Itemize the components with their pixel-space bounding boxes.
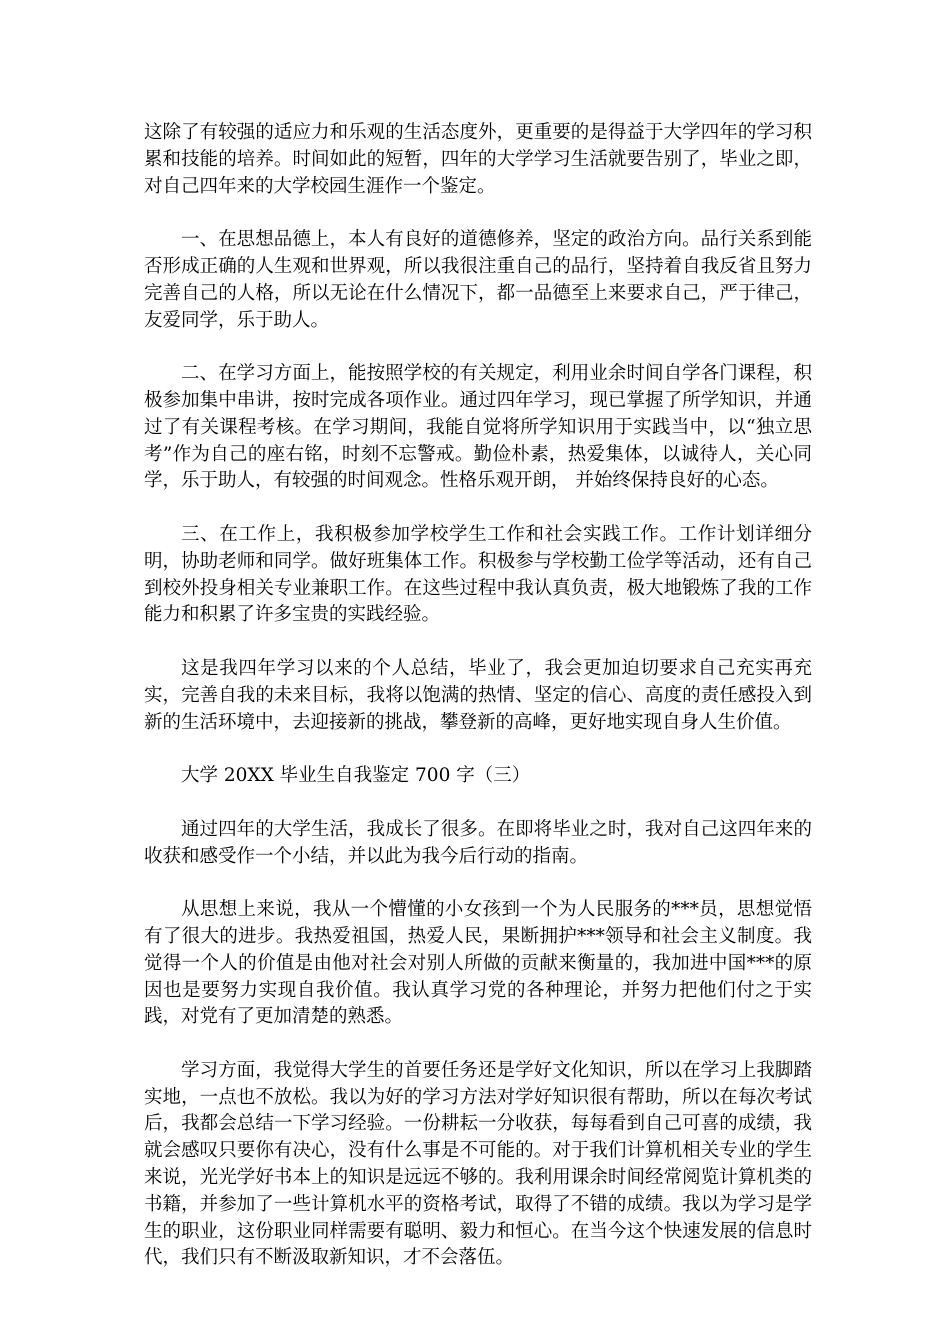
paragraph-learning: 学习方面，我觉得大学生的首要任务还是学好文化知识，所以在学习上我脚踏实地，一点也不放松。我以为好的学习方法对学好知识很有帮助，所以在每次考试后，我都会总结一下学习经验。一份耕耘一分收获，每每看到自己可喜的成绩，我就会感叹只要你有决心，没有什么事是不可能的。对于我们计算机相关专业的学生来说，光光学好书本上的知识是远远不够的。我利用课余时间经常阅览计算机类的书籍，并参加了一些计算机水平的资格考试，取得了不错的成绩。我以为学习是学生的职业，这份职业同样需要有聪明、毅力和恒心。在当今这个快速发展的信息时代，我们只有不断汲取新知识，才不会落伍。 [144, 1059, 812, 1269]
paragraph-summary: 这是我四年学习以来的个人总结，毕业了，我会更加迫切要求自己充实再充实，完善自我的未来目标，我将以饱满的热情、坚定的信心、高度的责任感投入到新的生活环境中，去迎接新的挑战，攀登新的高峰，更好地实现自身人生价值。 [144, 657, 812, 733]
paragraph-moral-character: 一、在思想品德上，本人有良好的道德修养，坚定的政治方向。品行关系到能否形成正确的人生观和世界观，所以我很注重自己的品行，坚持着自我反省且努力完善自己的人格，所以无论在什么情况下，都一品德至上来要求自己，严于律己，友爱同学，乐于助人。 [144, 229, 812, 331]
document-body [144, 120, 812, 1272]
section-heading: 大学 20XX 毕业生自我鉴定 700 字（三） [181, 765, 531, 787]
paragraph-work: 三、在工作上，我积极参加学校学生工作和社会实践工作。工作计划详细分明，协助老师和同学。做好班集体工作。积极参与学校勤工俭学等活动，还有自己到校外投身相关专业兼职工作。在这些过程中我认真负责，极大地锻炼了我的工作能力和积累了许多宝贵的实践经验。 [144, 523, 812, 626]
paragraph-intro: 这除了有较强的适应力和乐观的生活态度外，更重要的是得益于大学四年的学习积累和技能的培养。时间如此的短暂，四年的大学学习生活就要告别了，毕业之即，对自己四年来的大学校园生涯作一个鉴定。 [144, 122, 812, 197]
paragraph-ideology: 从思想上来说，我从一个懵懂的小女孩到一个为人民服务的***员，思想觉悟有了很大的进步。我热爱祖国，热爱人民，果断拥护***领导和社会主义制度。我觉得一个人的价值是由他对社会对别人所做的贡献来衡量的，我加进中国***的原因也是要努力实现自我价值。我认真学习党的各种理论，并努力把他们付之于实践，对党有了更加清楚的熟悉。 [144, 899, 812, 1028]
paragraph-growth: 通过四年的大学生活，我成长了很多。在即将毕业之时，我对自己这四年来的收获和感受作一个小结，并以此为我今后行动的指南。 [144, 818, 812, 867]
paragraph-study: 二、在学习方面上，能按照学校的有关规定，利用业余时间自学各门课程，积极参加集中串讲，按时完成各项作业。通过四年学习，现已掌握了所学知识，并通过了有关课程考核。在学习期间，我能自觉将所学知识用于实践当中，以“独立思考”作为自己的座右铭，时刻不忘警戒。勤俭朴素，热爱集体，以诚待人，关心同学，乐于助人，有较强的时间观念。性格乐观开朗， 并始终保持良好的心态。 [144, 363, 812, 492]
